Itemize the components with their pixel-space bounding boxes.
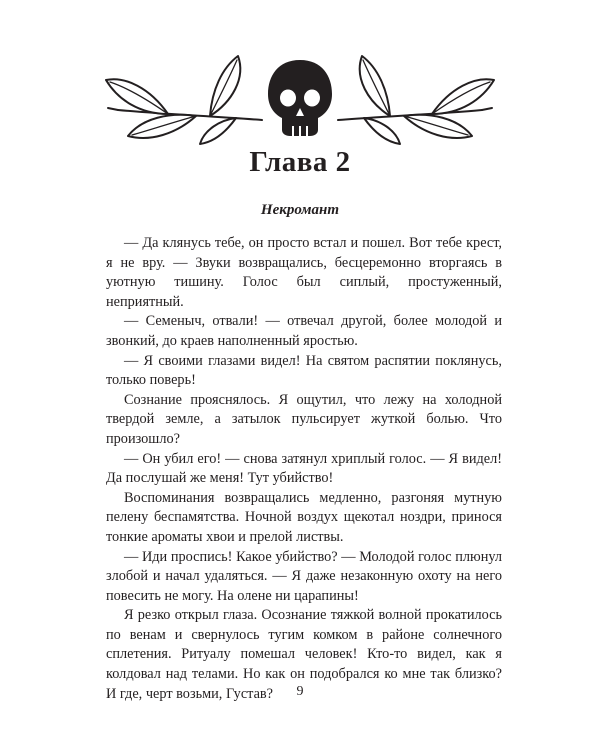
paragraph: Воспоминания возвращались медленно, разгоняя мутную пелену беспамятства. Ночной воздух щекотал ноздри, принося тонкие ароматы хвои и прелой листвы. [106, 489, 502, 545]
paragraph: — Да клянусь тебе, он просто встал и пошел. Вот тебе крест, я не вру. — Звуки возвращались, бесцеремонно вторгаясь в уютную тишину. Голос был сиплый, простуженный, неприятный. [106, 235, 502, 310]
paragraph: — Иди проспись! Какое убийство? — Молодой голос плюнул злобой и начал удаляться. — Я даже незаконную охоту на него повесить не могу. На олене ни царапины! [106, 548, 502, 604]
page-number: 9 [296, 684, 304, 699]
left-leaf-branch-icon [106, 56, 262, 144]
paragraph: — Семеныч, отвали! — отвечал другой, более молодой и звонкий, до краев наполненный яростью. [106, 313, 502, 349]
right-leaf-branch-icon [338, 56, 494, 144]
chapter-ornament [0, 38, 600, 148]
paragraph: Я резко открыл глаза. Осознание тяжкой волной прокатилось по венам и свернулось тугим комком в районе солнечного сплетения. Ритуалу помешал человек! Кто-то видел, как я колдовал над телами. Но как он подобрался ко мне так близко? И где, черт возьми, Густав? [106, 607, 502, 702]
chapter-body [106, 234, 502, 704]
skull-icon [268, 60, 332, 136]
chapter-title: Глава 2 [249, 146, 351, 178]
paragraph: — Я своими глазами видел! На святом распятии поклянусь, только поверь! [106, 352, 502, 389]
paragraph: Сознание прояснялось. Я ощутил, что лежу на холодной твердой земле, а затылок пульсирует жуткой болью. Что произошло? [106, 391, 502, 447]
paragraph: — Он убил его! — снова затянул хриплый голос. — Я видел! Да послушай же меня! Тут убийство! [106, 450, 502, 487]
chapter-subtitle: Некромант [260, 202, 340, 218]
